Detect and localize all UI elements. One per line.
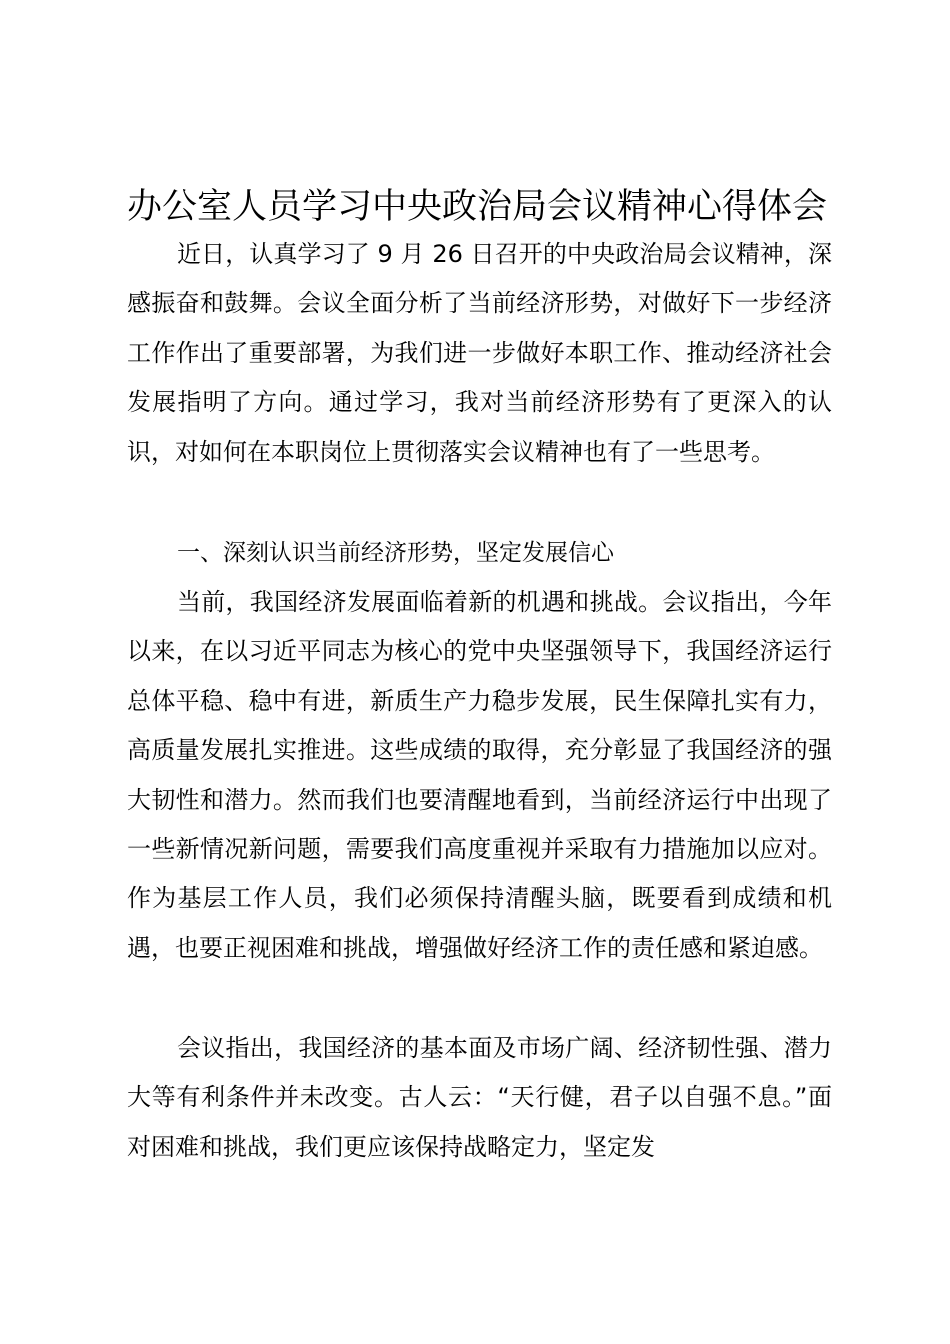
- paragraph-economic-situation: 当前，我国经济发展面临着新的机遇和挑战。会议指出，今年以来，在以习近平同志为核心的党中央坚强领导下，我国经济运行总体平稳、稳中有进，新质生产力稳步发展，民生保障扎实有力，高质量发展扎实推进。这些成绩的取得，充分彰显了我国经济的强大韧性和潜力。然而我们也要清醒地看到，当前经济运行中出现了一些新情况新问题，需要我们高度重视并采取有力措施加以应对。作为基层工作人员，我们必须保持清醒头脑，既要看到成绩和机遇，也要正视困难和挑战，增强做好经济工作的责任感和紧迫感。: [127, 588, 832, 962]
- paragraph-meeting-points: 会议指出，我国经济的基本面及市场广阔、经济韧性强、潜力大等有利条件并未改变。古人云：“天行健，君子以自强不息。”面对困难和挑战，我们更应该保持战略定力，坚定发: [127, 1034, 832, 1161]
- paragraph-intro: 近日，认真学习了 9 月 26 日召开的中央政治局会议精神，深感振奋和鼓舞。会议全面分析了当前经济形势，对做好下一步经济工作作出了重要部署，为我们进一步做好本职工作、推动经济社会发展指明了方向。通过学习，我对当前经济形势有了更深入的认识，对如何在本职岗位上贯彻落实会议精神也有了一些思考。: [127, 240, 832, 466]
- document-title: 办公室人员学习中央政治局会议精神心得体会: [127, 187, 828, 227]
- section-heading-1: 一、深刻认识当前经济形势，坚定发展信心: [177, 540, 614, 566]
